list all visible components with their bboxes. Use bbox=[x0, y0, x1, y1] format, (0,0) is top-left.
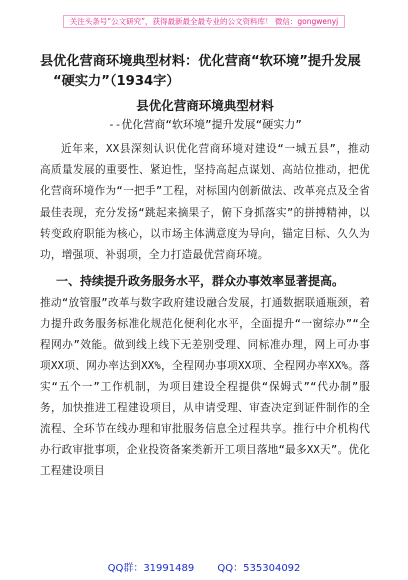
document-title-line2: “硬实力”（1934字） bbox=[53, 74, 180, 89]
document-subtitle: --优化营商“软环境”提升发展“硬实力” bbox=[108, 118, 302, 131]
document-heading: 县优化营商环境典型材料 bbox=[136, 98, 274, 113]
document-title bbox=[40, 52, 370, 92]
footer-contact bbox=[0, 559, 408, 574]
document-page bbox=[40, 52, 370, 482]
section-1-paragraph: 推动“放管服”改革与数字政府建设融合发展，打通数据联通瓶颈，着力提升政务服务标准化规范化便利化水平，全面提升“一窗综办”“全程网办”效能。做到线上线下无差别受理、同标准办理，网上可办事项XX项、网办率达到XX%，全程网办事项XX项、全程网办率XX%。落实“五个一”工作机制，为项目建设全程提供“保姆式”“代办制”服务，加快推进工程建设项目，从申请受理、审查决定到证件制作的全流程、全环节在线办理和审批服务信息全过程共享。推行中介机构代办行政审批事项，企业投资备案类新开工项目落地“最多XX天”。优化工程建设项目 bbox=[40, 297, 370, 478]
promo-banner-text: 关注头条号“公文研究”，获得最新最全最专业的公文资料库！ 微信：gongwenyj bbox=[63, 15, 346, 28]
document-title-line1: 县优化营商环境典型材料：优化营商“软环境”提升发展 bbox=[40, 54, 361, 69]
intro-paragraph: 近年来，XX县深刻认识优化营商环境对建设“一城五县”，推动高质量发展的重要性、紧迫性，坚持高起点谋划、高站位推动，把优化营商环境作为“一把手”工程，对标国内创新做法、改革亮点及全省最佳表现，充分发扬“跳起来摘果子，俯下身抓落实”的拼搏精神，以转变政府职能为核心，以市场主体满意度为导向，锚定目标、久久为功，增强项、补弱项，全力打造最优营商环境。 bbox=[40, 143, 370, 262]
footer-qq-group: QQ群：31991489 bbox=[107, 563, 195, 574]
footer-qq-number: QQ：535304092 bbox=[217, 563, 301, 574]
section-heading-1: 一、持续提升政务服务水平，群众办事效率显著提高。 bbox=[56, 274, 345, 289]
promo-banner bbox=[0, 9, 408, 28]
